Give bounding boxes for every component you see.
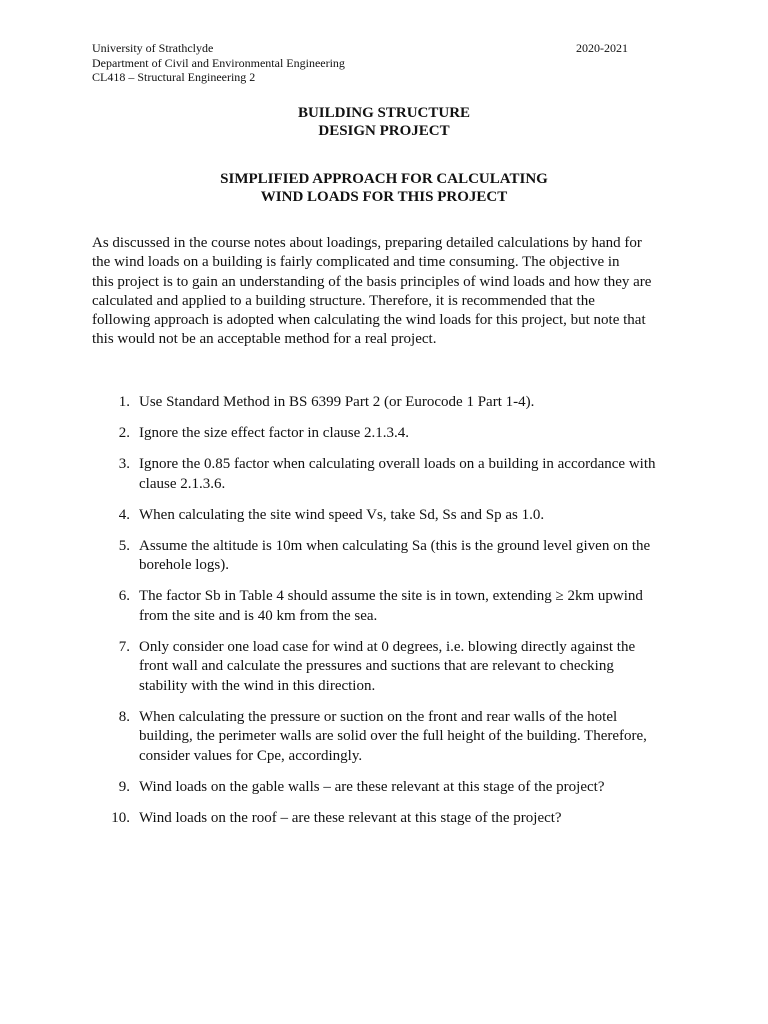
intro-paragraph (92, 234, 682, 350)
list-item-line: Assume the altitude is 10m when calculating Sa (this is the ground level given on the (139, 537, 651, 554)
list-item-line: When calculating the pressure or suction on the front and rear walls of the hotel (139, 708, 618, 725)
list-item-number: 5. (118, 537, 130, 554)
approach-list (92, 393, 692, 840)
list-item-number: 6. (118, 588, 130, 604)
list-item-line: clause 2.1.3.6. (139, 475, 226, 492)
list-item-number: 8. (118, 708, 130, 725)
list-item-line: building, the perimeter walls are solid over the full height of the building. Therefore, (139, 728, 647, 744)
intro-line: calculated and applied to a building structure. Therefore, it is recommended that the (92, 292, 595, 309)
subtitle-line-2: WIND LOADS FOR THIS PROJECT (260, 189, 508, 205)
list-item (92, 809, 692, 829)
list-item-line: consider values for Cpe, accordingly. (139, 747, 363, 764)
document-subtitle (0, 170, 768, 206)
list-item-line: Wind loads on the roof – are these relevant at this stage of the project? (139, 809, 562, 826)
list-item (92, 506, 692, 526)
list-item (92, 537, 692, 576)
list-item-number: 9. (118, 778, 130, 795)
title-line-1: BUILDING STRUCTURE (297, 105, 471, 121)
list-item-number: 1. (118, 394, 130, 410)
course-code: CL418 – Structural Engineering 2 (92, 70, 256, 84)
list-item (92, 708, 692, 767)
list-item-text (139, 424, 692, 444)
list-item-line: When calculating the site wind speed Vs, take Sd, Ss and Sp as 1.0. (139, 506, 545, 523)
list-item-line: stability with the wind in this direction. (139, 677, 376, 694)
intro-line: the wind loads on a building is fairly complicated and time consuming. The objective in (92, 254, 620, 271)
title-line-2: DESIGN PROJECT (318, 123, 450, 139)
list-item (92, 424, 692, 444)
list-item-text (139, 455, 692, 494)
list-item-text (139, 708, 692, 767)
list-item (92, 638, 692, 697)
list-item (92, 778, 692, 798)
list-item-text (139, 809, 692, 829)
list-item-number: 2. (118, 425, 130, 441)
list-item-number: 3. (118, 456, 130, 472)
list-item-text (139, 587, 692, 626)
list-item-line: from the site and is 40 km from the sea. (139, 607, 378, 624)
list-item-line: borehole logs). (139, 557, 229, 573)
list-item-text (139, 778, 692, 798)
department-name: Department of Civil and Environmental Engineering (92, 55, 345, 70)
list-item-text (139, 537, 692, 576)
list-item-number: 10. (111, 809, 130, 826)
document-title (0, 104, 768, 140)
list-item-text (139, 506, 692, 526)
list-item-line: Only consider one load case for wind at 0 degrees, i.e. blowing directly against the (139, 638, 636, 655)
intro-line: this would not be an acceptable method for a real project. (92, 331, 437, 348)
list-item-number: 4. (118, 506, 130, 523)
list-item-line: Ignore the size effect factor in clause 2.1.3.4. (139, 425, 410, 441)
list-item-text (139, 393, 692, 413)
university-name: University of Strathclyde (92, 41, 214, 55)
list-item-text (139, 638, 692, 697)
subtitle-line-1: SIMPLIFIED APPROACH FOR CALCULATING (220, 171, 548, 187)
list-item-number: 7. (118, 638, 130, 655)
list-item (92, 587, 692, 626)
intro-line: this project is to gain an understanding of the basis principles of wind loads and how they are (92, 273, 652, 290)
list-item (92, 393, 692, 413)
list-item-line: Ignore the 0.85 factor when calculating overall loads on a building in accordance with (139, 456, 656, 472)
intro-line: As discussed in the course notes about loadings, preparing detailed calculations by hand for (92, 235, 642, 251)
list-item-line: front wall and calculate the pressures and suctions that are relevant to checking (139, 658, 614, 674)
list-item-line: Use Standard Method in BS 6399 Part 2 (or Eurocode 1 Part 1-4). (139, 394, 535, 410)
list-item (92, 455, 692, 494)
academic-year: 2020-2021 (576, 41, 628, 55)
list-item-line: Wind loads on the gable walls – are these relevant at this stage of the project? (139, 778, 605, 795)
list-item-line: The factor Sb in Table 4 should assume the site is in town, extending ≥ 2km upwind (139, 588, 643, 604)
document-header (92, 41, 628, 85)
intro-line: following approach is adopted when calculating the wind loads for this project, but note that (92, 312, 646, 329)
